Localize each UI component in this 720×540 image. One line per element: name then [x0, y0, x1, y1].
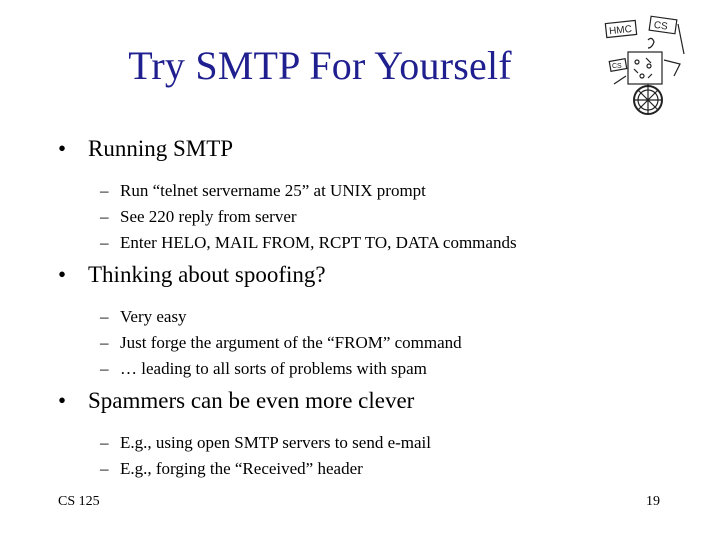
sub-bullet-text: Enter HELO, MAIL FROM, RCPT TO, DATA commands: [120, 233, 517, 252]
sub-bullet-text: … leading to all sorts of problems with spam: [120, 359, 427, 378]
course-label: CS 125: [58, 494, 100, 509]
sub-bullet-list: [88, 178, 698, 256]
page-number: 19: [646, 494, 660, 509]
sub-bullet-item: [88, 304, 698, 330]
sub-bullet-text: E.g., using open SMTP servers to send e-mail: [120, 433, 431, 452]
sub-bullet-list: [88, 304, 698, 382]
bullet-dot-icon: •: [58, 388, 67, 413]
sub-bullet-item: [88, 456, 698, 482]
bullet-group: [58, 136, 698, 256]
sub-bullet-item: [88, 178, 698, 204]
sub-bullet-item: [88, 230, 698, 256]
svg-text:HMC: HMC: [608, 23, 633, 38]
sub-bullet-text: See 220 reply from server: [120, 207, 297, 226]
bullet-text: Running SMTP: [88, 136, 234, 161]
sub-bullet-item: [88, 356, 698, 382]
dash-icon: –: [100, 307, 109, 326]
dash-icon: –: [100, 359, 109, 378]
bullet-text: Spammers can be even more clever: [88, 388, 415, 413]
dash-icon: –: [100, 433, 109, 452]
sub-bullet-list: [88, 430, 698, 482]
svg-text:CS: CS: [653, 19, 669, 33]
sub-bullet-item: [88, 330, 698, 356]
slide-title: Try SMTP For Yourself: [128, 43, 512, 88]
dash-icon: –: [100, 233, 109, 252]
bullet-group: [58, 262, 698, 382]
bullet-list: [58, 136, 698, 488]
svg-text:CS: CS: [612, 63, 622, 70]
sub-bullet-text: E.g., forging the “Received” header: [120, 459, 363, 478]
bullet-item: [58, 388, 698, 414]
bullet-text: Thinking about spoofing?: [88, 262, 326, 287]
sub-bullet-text: Very easy: [120, 307, 187, 326]
sub-bullet-text: Run “telnet servername 25” at UNIX prompt: [120, 181, 426, 200]
bullet-dot-icon: •: [58, 262, 67, 287]
dash-icon: –: [100, 207, 109, 226]
bullet-dot-icon: •: [58, 136, 67, 161]
sub-bullet-text: Just forge the argument of the “FROM” command: [120, 333, 462, 352]
sub-bullet-item: [88, 430, 698, 456]
sub-bullet-item: [88, 204, 698, 230]
hmc-cs-logo: [604, 14, 690, 118]
dash-icon: –: [100, 181, 109, 200]
bullet-group: [58, 388, 698, 482]
bullet-item: [58, 262, 698, 288]
dash-icon: –: [100, 459, 109, 478]
dash-icon: –: [100, 333, 109, 352]
bullet-item: [58, 136, 698, 162]
